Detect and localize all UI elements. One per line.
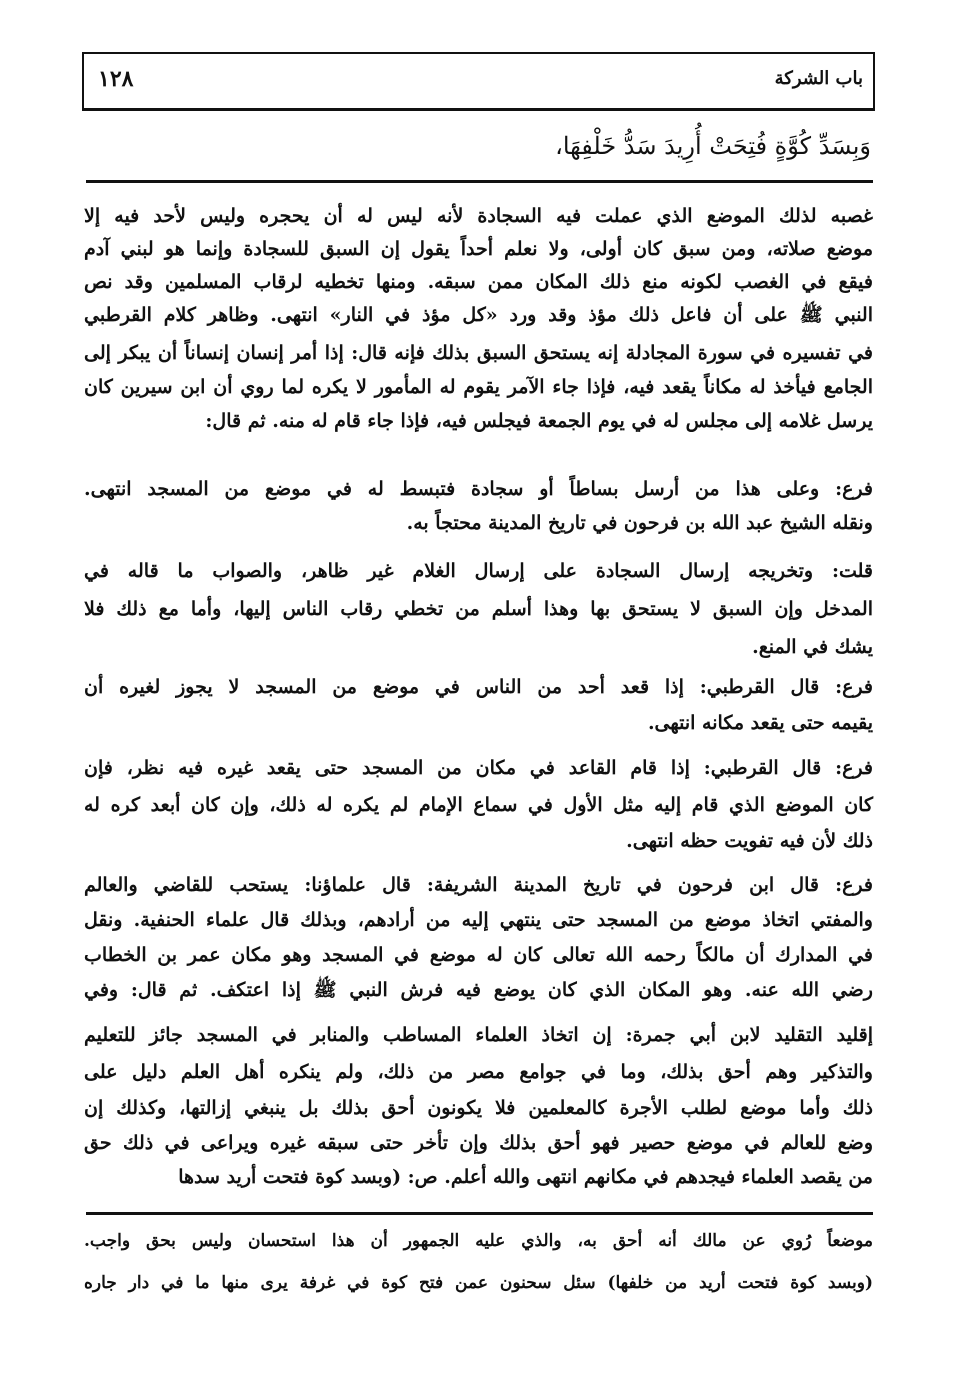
footnote-line: موضعاً رُوي عن مالك أنه أحق به، والذي عليه الجمهور أن هذا استحسان وليس بحق واجب.: [84, 1231, 873, 1251]
text-line: يشك في المنع.: [752, 636, 873, 658]
text-line: قلت: وتخريجه إرسال السجادة على إرسال الغلام غير ظاهر، والصواب ما قاله في: [84, 560, 873, 582]
text-line: [84, 1162, 873, 1192]
text-line: والمفتي اتخاذ موضع من المسجد حتى ينتهي إليه من أرادهم، وبذلك قال علماء الحنفية. ونقل: [84, 909, 873, 931]
matn-heading: وَبِسَدِّ كُوَّةٍ فُتِحَتْ أُرِيدَ سَدُّ خَلْفِهَا،: [555, 132, 871, 160]
footnote-divider: [86, 1212, 873, 1215]
text-line: والتذكير وهم أحق بذلك، وما في جوامع مصر من ذلك، ولم ينكره أهل العلم دليل على: [84, 1061, 873, 1083]
matn-quote: ص: (وبسد كوة فتحت أريد سدها: [178, 1166, 438, 1188]
text-line: يرسل غلامه إلى مجلس له في يوم الجمعة فيجلس فيه، فإذا جاء قام له منه. ثم قال:: [205, 410, 873, 432]
text-line: الجامع فيأخذ له مكاناً يقعد فيه، فإذا جاء الآمر يقوم له المأمور لا يكره لما روي أن ابن سيرين كان: [84, 376, 873, 398]
text-line: المدخل وإن السبق لا يستحق بها وهذا أسلم من تخطي رقاب الناس إليها، وأما مع ذلك فلا: [84, 598, 873, 620]
text-line: فرع: قال القرطبي: إذا قام القاعد في مكان من المسجد حتى يقعد غيره فيه نظر، فإن: [84, 757, 873, 779]
text-line: النبي ﷺ على أن فاعل ذلك مؤذ وقد ورد «كل مؤذ في النار» انتهى. وظاهر كلام القرطبي: [84, 304, 873, 326]
text-line: غصبه لذلك الموضع الذي عملت فيه السجادة لأنه ليس له أن يحجره وليس لأحد فيه إلا: [84, 205, 873, 227]
text-line: في تفسيره في سورة المجادلة إنه يستحق السبق بذلك فإنه قال: إذا أمر إنسان إنساناً أن يبكر إلى: [84, 342, 873, 364]
text-segment: من يقصد العلماء فيجدهم في مكانهم انتهى والله أعلم.: [444, 1166, 873, 1188]
text-line: كان الموضع الذي قام إليه مثل الأول في سماع الإمام لم يكره له ذلك، وإن كان أبعد كره له: [84, 794, 873, 816]
text-line: فيقع في الغصب لكونه منع ذلك المكان ممن سبقه. ومنها تخطيه لرقاب المسلمين وقد نص: [84, 271, 873, 293]
text-line: رضي الله عنه. وهو المكان الذي كان يوضع فيه فرش النبي ﷺ إذا اعتكف. ثم قال: وفي: [84, 979, 873, 1001]
text-line: فرع: وعلى هذا من أرسل بساطاً أو سجادة فتبسط له في موضع من المسجد انتهى.: [84, 478, 873, 500]
chapter-title: باب الشركة: [774, 68, 863, 89]
text-line: في المدارك أن مالكاً رحمه الله تعالى كان له موضع في المسجد وهو مكان عمر بن الخطاب: [84, 944, 873, 966]
page-number: ١٢٨: [98, 66, 134, 92]
text-line: إقليد التقليد لابن أبي جمرة: إن اتخاذ العلماء المساطب والمنابر في المسجد جائز للتعليم: [84, 1024, 873, 1046]
footnote-line: [84, 1268, 873, 1298]
text-line: ذلك وأما موضع لطلب الأجرة كالمعلمين فلا يكونون أحق بذلك بل ينبغي إزالتها، وكذلك إن: [84, 1097, 873, 1119]
text-line: موضع صلاته، ومن سبق كان أولى، ولا نعلم أحداً يقول إن السبق للسجادة وإنما هو لبني آدم: [84, 238, 873, 260]
text-line: ذلك لأن فيه تفويت حظه انتهى.: [626, 830, 873, 852]
matn-quote: (وبسد كوة فتحت أريد من خلفها): [607, 1273, 873, 1293]
text-line: وضع للعالم في موضع حصير فهو أحق بذلك وإن تأخر حتى سبقه غيره ويراعى في ذلك حق: [84, 1132, 873, 1154]
text-segment: سئل سحنون عمن فتح كوة في غرفة يرى منها ما في دار جاره: [84, 1273, 596, 1293]
top-divider: [86, 180, 873, 183]
text-line: ونقله الشيخ عبد الله بن فرحون في تاريخ المدينة محتجاً به.: [406, 512, 873, 534]
text-line: فرع: قال القرطبي: إذا قعد أحد من الناس في موضع من المسجد لا يجوز لغيره أن: [84, 676, 873, 698]
text-line: يقيمه حتى يقعد مكانه انتهى.: [647, 712, 873, 734]
running-header: [82, 52, 875, 111]
text-line: فرع: قال ابن فرحون في تاريخ المدينة الشريفة: قال علماؤنا: يستحب للقاضي والعالم: [84, 874, 873, 896]
